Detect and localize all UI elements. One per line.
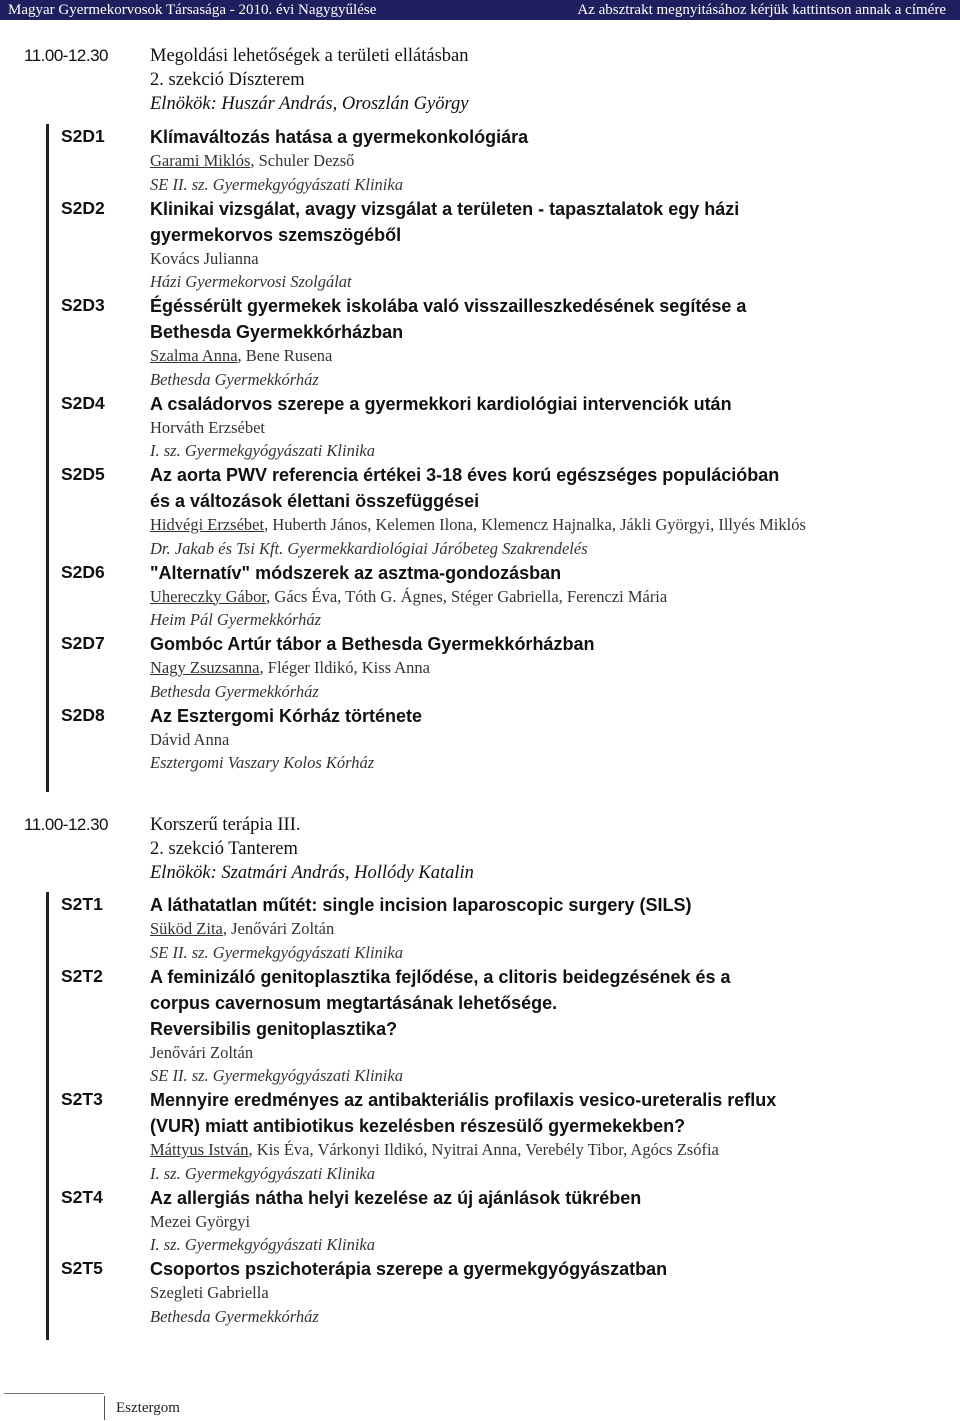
footer-location: Esztergom (116, 1400, 180, 1416)
talk-entry (0, 631, 960, 703)
abstract-title-link[interactable]: Klinikai vizsgálat, avagy vizsgálat a területen - tapasztalatok egy házi (150, 198, 740, 219)
abstract-title-link[interactable]: (VUR) miatt antibiotikus kezelésben részesülő gyermekekben? (150, 1116, 686, 1136)
institution: SE II. sz. Gyermekgyógyászati Klinika (150, 1066, 403, 1085)
co-authors: Dávid Anna (150, 729, 230, 749)
talk-code: S2D4 (61, 392, 105, 413)
authors (150, 586, 960, 609)
abstract-title-link[interactable]: Az Esztergomi Kórház története (150, 705, 423, 726)
abstract-title-link[interactable]: A láthatatlan műtét: single incision laparoscopic surgery (SILS) (150, 895, 692, 915)
authors (150, 1042, 960, 1065)
conference-title: Magyar Gyermekorvosok Társasága - 2010. évi Nagygyűlése (8, 2, 377, 18)
institution: Dr. Jakab és Tsi Kft. Gyermekkardiológiai Járóbeteg Szakrendelés (150, 538, 588, 558)
talk-code: S2T2 (61, 965, 103, 986)
authors (150, 514, 960, 537)
talk-entry (0, 293, 960, 391)
talk-entry (0, 1185, 960, 1257)
talk-entry (0, 1256, 960, 1328)
presenting-author: Szalma Anna (150, 346, 238, 365)
co-authors: , Jenővári Zoltán (222, 919, 335, 938)
talk-entry (0, 196, 960, 294)
institution: SE II. sz. Gyermekgyógyászati Klinika (150, 174, 403, 194)
abstract-title-link[interactable]: gyermekorvos szemszögéből (150, 224, 402, 245)
presenting-author: Máttyus István (150, 1140, 249, 1159)
abstract-title-link[interactable]: Klímaváltozás hatása a gyermekonkológiára (150, 127, 529, 147)
co-authors: , Huberth János, Kelemen Ilona, Klemencz Hajnalka, Jákli Györgyi, Illyés Miklós (264, 515, 806, 534)
abstract-title-link[interactable]: A feminizáló genitoplasztika fejlődése, a clitoris beidegzésének és a (150, 966, 731, 987)
talk-code: S2D7 (61, 633, 105, 653)
talk-code: S2T1 (61, 894, 103, 914)
talk-code: S2T3 (61, 1089, 103, 1109)
talk-entry (0, 964, 960, 1088)
abstract-title-link[interactable]: corpus cavernosum megtartásának lehetősége. (150, 992, 558, 1013)
institution: Házi Gyermekorvosi Szolgálat (150, 272, 352, 291)
session-time: 11.00-12.30 (24, 46, 108, 65)
co-authors: , Fléger Ildikó, Kiss Anna (259, 658, 431, 677)
co-authors: Jenővári Zoltán (150, 1042, 254, 1062)
authors (150, 1282, 960, 1305)
presenting-author: Garami Miklós (150, 151, 251, 170)
institution: SE II. sz. Gyermekgyógyászati Klinika (150, 942, 403, 962)
talk-entry (0, 462, 960, 560)
session-chairs: Elnökök: Huszár András, Oroszlán György (150, 94, 469, 114)
talk-entry (0, 703, 960, 775)
institution: Esztergomi Vaszary Kolos Kórház (150, 753, 375, 772)
talk-list (0, 892, 960, 1328)
authors (150, 1211, 960, 1234)
abstract-title-link[interactable]: A családorvos szerepe a gyermekkori kardiológiai intervenciók után (150, 393, 732, 414)
presenting-author: Nagy Zsuzsanna (150, 658, 260, 677)
abstract-title-link[interactable]: Égéssérült gyermekek iskolába való visszailleszkedésének segítése a (150, 296, 747, 316)
talk-entry (0, 391, 960, 463)
co-authors: Mezei Györgyi (150, 1211, 251, 1231)
abstract-title-link[interactable]: Gombóc Artúr tábor a Bethesda Gyermekkórházban (150, 634, 595, 654)
footer (104, 1396, 180, 1420)
co-authors: Horváth Erzsébet (150, 417, 265, 437)
authors (150, 150, 960, 173)
co-authors: , Gács Éva, Tóth G. Ágnes, Stéger Gabriella, Ferenczi Mária (266, 586, 668, 606)
talk-entry (0, 892, 960, 964)
abstract-title-link[interactable]: Mennyire eredményes az antibakteriális profilaxis vesico-ureteralis reflux (150, 1090, 777, 1110)
talk-code: S2D6 (61, 561, 105, 582)
session-time: 11.00-12.30 (24, 815, 108, 834)
abstract-title-link[interactable]: "Alternatív" módszerek az asztma-gondozásban (150, 562, 562, 583)
co-authors: Kovács Julianna (150, 248, 259, 268)
talk-code: S2D2 (61, 197, 105, 218)
institution: Bethesda Gyermekkórház (150, 1306, 319, 1326)
talk-list (0, 124, 960, 774)
presenting-author: Hidvégi Erzsébet (150, 515, 265, 534)
co-authors: , Schuler Dezső (250, 151, 355, 170)
institution: I. sz. Gyermekgyógyászati Klinika (150, 1163, 375, 1183)
abstract-title-link[interactable]: Reversibilis genitoplasztika? (150, 1018, 398, 1039)
institution: Bethesda Gyermekkórház (150, 681, 319, 701)
footer-rule (4, 1393, 104, 1394)
authors (150, 657, 960, 680)
authors (150, 417, 960, 440)
talk-code: S2D8 (61, 704, 105, 725)
abstract-title-link[interactable]: Csoportos pszichoterápia szerepe a gyermekgyógyászatban (150, 1259, 668, 1279)
talk-entry (0, 1087, 960, 1185)
authors (150, 729, 960, 752)
session-title: Megoldási lehetőségek a területi ellátásban (150, 46, 469, 66)
authors (150, 248, 960, 271)
abstract-title-link[interactable]: Az aorta PWV referencia értékei 3-18 éves korú egészséges populációban (150, 465, 780, 485)
presenting-author: Süköd Zita (150, 919, 223, 938)
authors (150, 345, 960, 368)
institution: I. sz. Gyermekgyógyászati Klinika (150, 441, 375, 460)
talk-code: S2D1 (61, 126, 105, 146)
co-authors: Szegleti Gabriella (150, 1283, 269, 1302)
authors (150, 918, 960, 941)
session-room: 2. szekció Tanterem (150, 839, 298, 859)
co-authors: , Kis Éva, Várkonyi Ildikó, Nyitrai Anna, Verebély Tibor, Agócs Zsófia (248, 1140, 719, 1159)
co-authors: , Bene Rusena (237, 346, 333, 365)
talk-code: S2T4 (61, 1186, 103, 1207)
authors (150, 1139, 960, 1162)
session-title: Korszerű terápia III. (150, 815, 301, 835)
institution: Heim Pál Gyermekkórház (150, 610, 322, 629)
session-chairs: Elnökök: Szatmári András, Hollódy Katalin (150, 863, 474, 883)
abstract-link-hint: Az absztrakt megnyitásához kérjük kattintson annak a címére (577, 2, 946, 18)
top-banner (0, 0, 960, 20)
abstract-title-link[interactable]: és a változások élettani összefüggései (150, 491, 480, 511)
talk-code: S2D3 (61, 295, 105, 315)
talk-entry (0, 560, 960, 632)
institution: I. sz. Gyermekgyógyászati Klinika (150, 1235, 375, 1254)
presenting-author: Uhereczky Gábor (150, 586, 267, 606)
talk-code: S2T5 (61, 1258, 103, 1278)
session-room: 2. szekció Díszterem (150, 70, 305, 90)
talk-code: S2D5 (61, 464, 105, 484)
abstract-title-link[interactable]: Az allergiás nátha helyi kezelése az új ajánlások tükrében (150, 1187, 642, 1208)
institution: Bethesda Gyermekkórház (150, 369, 319, 389)
talk-entry (0, 124, 960, 196)
abstract-title-link[interactable]: Bethesda Gyermekkórházban (150, 322, 404, 342)
